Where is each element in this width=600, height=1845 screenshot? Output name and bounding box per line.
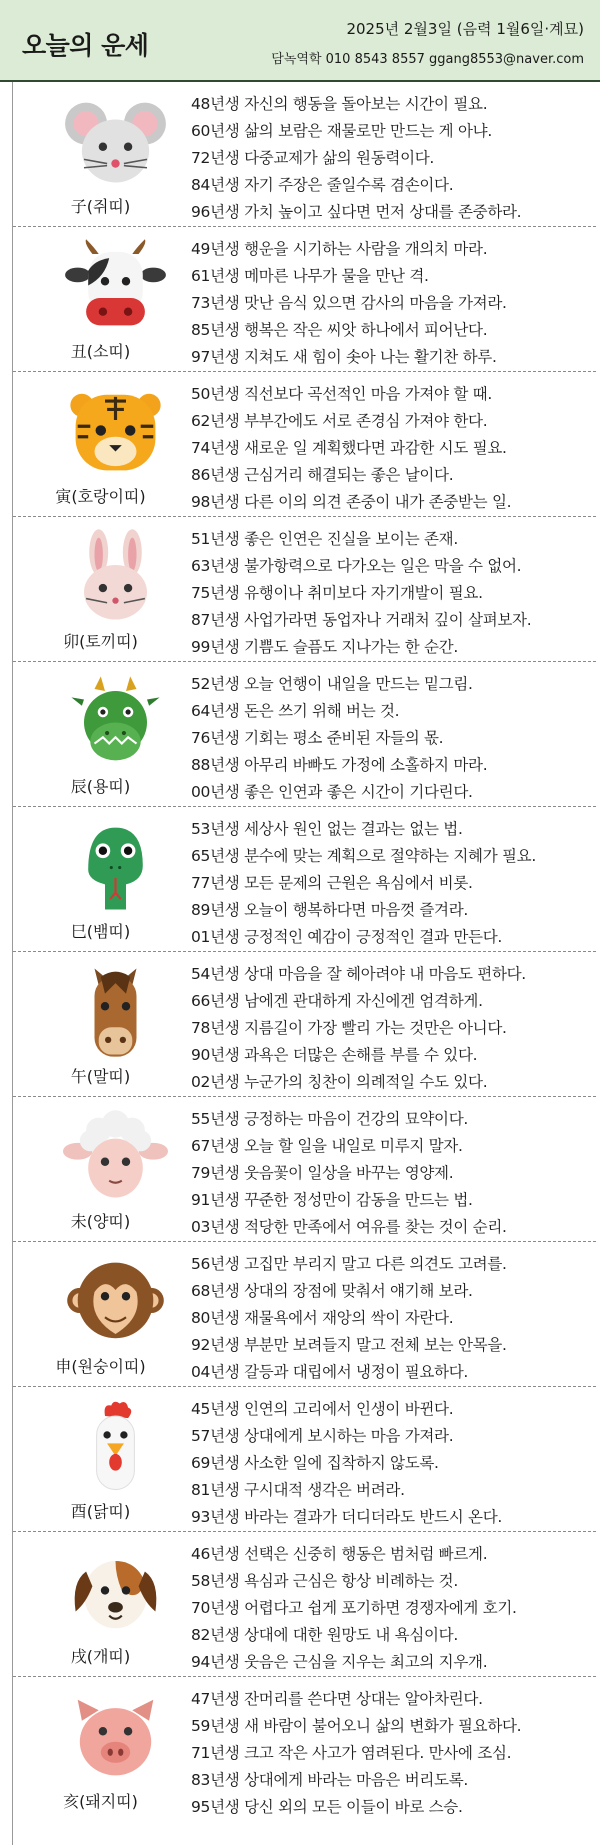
- fortune-line: 03년생 적당한 만족에서 여유를 찾는 것이 순리.: [191, 1218, 507, 1236]
- fortune-line: 51년생 좋은 인연은 진실을 보이는 존재.: [191, 530, 458, 548]
- fortune-line: 84년생 자기 주장은 줄일수록 겸손이다.: [191, 176, 454, 194]
- sheep-icon: [63, 1109, 168, 1204]
- zodiac-row-rooster: [13, 1387, 596, 1532]
- zodiac-label: 未(양띠): [70, 1212, 131, 1231]
- fortune-line: 74년생 새로운 일 계획했다면 과감한 시도 필요.: [191, 439, 507, 457]
- fortune-line: 49년생 행운을 시기하는 사람을 개의치 마라.: [191, 240, 488, 258]
- zodiac-row-dog: [13, 1532, 596, 1677]
- zodiac-label: 亥(돼지띠): [63, 1792, 138, 1811]
- fortune-line: 82년생 상대에 대한 원망도 내 욕심이다.: [191, 1626, 458, 1644]
- monkey-icon: [63, 1254, 168, 1349]
- fortune-line: 69년생 사소한 일에 집착하지 않도록.: [191, 1454, 439, 1472]
- fortune-line: 97년생 지쳐도 새 힘이 솟아 나는 활기찬 하루.: [191, 348, 497, 366]
- fortune-line: 45년생 인연의 고리에서 인생이 바뀐다.: [191, 1400, 454, 1418]
- fortune-line: 00년생 좋은 인연과 좋은 시간이 기다린다.: [191, 783, 473, 801]
- dog-icon: [63, 1544, 168, 1639]
- fortune-line: 58년생 욕심과 근심은 항상 비례하는 것.: [191, 1572, 458, 1590]
- fortune-line: 73년생 맛난 음식 있으면 감사의 마음을 가져라.: [191, 294, 507, 312]
- zodiac-label: 辰(용띠): [70, 777, 131, 796]
- fortune-line: 93년생 바라는 결과가 더디더라도 반드시 온다.: [191, 1508, 503, 1526]
- zodiac-row-monkey: [13, 1242, 596, 1387]
- fortune-line: 77년생 모든 문제의 근원은 욕심에서 비롯.: [191, 874, 473, 892]
- zodiac-label: 卯(토끼띠): [63, 632, 138, 651]
- zodiac-label: 丑(소띠): [70, 342, 131, 361]
- fortune-line: 04년생 갈등과 대립에서 냉정이 필요하다.: [191, 1363, 469, 1381]
- fortune-line: 96년생 가치 높이고 싶다면 먼저 상대를 존중하라.: [191, 203, 522, 221]
- pig-icon: [63, 1689, 168, 1784]
- fortune-line: 91년생 꾸준한 정성만이 감동을 만드는 법.: [191, 1191, 473, 1209]
- fortune-line: 53년생 세상사 원인 없는 결과는 없는 법.: [191, 820, 463, 838]
- zodiac-row-rat: [13, 82, 596, 227]
- zodiac-label: 酉(닭띠): [70, 1502, 131, 1521]
- ox-icon: [63, 239, 168, 334]
- fortune-line: 01년생 긍정적인 예감이 긍정적인 결과 만든다.: [191, 928, 503, 946]
- fortune-line: 75년생 유행이나 취미보다 자기개발이 필요.: [191, 584, 483, 602]
- fortune-line: 94년생 웃음은 근심을 지우는 최고의 지우개.: [191, 1653, 488, 1671]
- zodiac-row-sheep: [13, 1097, 596, 1242]
- fortune-line: 48년생 자신의 행동을 돌아보는 시간이 필요.: [191, 95, 488, 113]
- fortune-line: 56년생 고집만 부리지 말고 다른 의견도 고려를.: [191, 1255, 507, 1273]
- fortune-line: 64년생 돈은 쓰기 위해 버는 것.: [191, 702, 400, 720]
- fortune-line: 87년생 사업가라면 동업자나 거래처 깊이 살펴보자.: [191, 611, 532, 629]
- fortune-line: 72년생 다중교제가 삶의 원동력이다.: [191, 149, 435, 167]
- fortune-line: 88년생 아무리 바빠도 가정에 소홀하지 마라.: [191, 756, 488, 774]
- zodiac-row-dragon: [13, 662, 596, 807]
- fortune-line: 89년생 오늘이 행복하다면 마음껏 즐겨라.: [191, 901, 469, 919]
- zodiac-row-rabbit: [13, 517, 596, 662]
- fortune-line: 78년생 지름길이 가장 빨리 가는 것만은 아니다.: [191, 1019, 507, 1037]
- date-line: 2025년 2월3일 (음력 1월6일·계묘): [346, 20, 584, 38]
- zodiac-label: 寅(호랑이띠): [55, 487, 146, 506]
- fortune-line: 80년생 재물욕에서 재앙의 싹이 자란다.: [191, 1309, 454, 1327]
- header: [0, 0, 600, 82]
- zodiac-label: 子(쥐띠): [70, 197, 131, 216]
- zodiac-label: 戌(개띠): [70, 1647, 131, 1666]
- fortune-line: 54년생 상대 마음을 잘 헤아려야 내 마음도 편하다.: [191, 965, 526, 983]
- fortune-line: 79년생 웃음꽃이 일상을 바꾸는 영양제.: [191, 1164, 454, 1182]
- tiger-icon: [63, 384, 168, 479]
- contact-line: 담녹역학 010 8543 8557 ggang8553@naver.com: [271, 52, 584, 67]
- zodiac-label: 巳(뱀띠): [70, 922, 131, 941]
- fortune-line: 85년생 행복은 작은 씨앗 하나에서 피어난다.: [191, 321, 488, 339]
- fortune-line: 62년생 부부간에도 서로 존경심 가져야 한다.: [191, 412, 488, 430]
- fortune-line: 83년생 상대에게 바라는 마음은 버리도록.: [191, 1771, 469, 1789]
- fortune-line: 47년생 잔머리를 쓴다면 상대는 알아차린다.: [191, 1690, 483, 1708]
- fortune-line: 90년생 과욕은 더많은 손해를 부를 수 있다.: [191, 1046, 478, 1064]
- dragon-icon: [63, 674, 168, 769]
- fortune-line: 52년생 오늘 언행이 내일을 만드는 밑그림.: [191, 675, 473, 693]
- fortune-line: 57년생 상대에게 보시하는 마음 가져라.: [191, 1427, 454, 1445]
- fortune-line: 50년생 직선보다 곡선적인 마음 가져야 할 때.: [191, 385, 492, 403]
- fortune-line: 68년생 상대의 장점에 맞춰서 얘기해 보라.: [191, 1282, 473, 1300]
- zodiac-label: 午(말띠): [70, 1067, 131, 1086]
- zodiac-row-ox: [13, 227, 596, 372]
- fortune-line: 63년생 불가항력으로 다가오는 일은 막을 수 없어.: [191, 557, 522, 575]
- fortune-line: 02년생 누군가의 칭찬이 의례적일 수도 있다.: [191, 1073, 488, 1091]
- fortune-line: 92년생 부분만 보려들지 말고 전체 보는 안목을.: [191, 1336, 507, 1354]
- fortune-line: 61년생 메마른 나무가 물을 만난 격.: [191, 267, 429, 285]
- zodiac-row-pig: [13, 1677, 596, 1822]
- zodiac-row-horse: [13, 952, 596, 1097]
- fortune-line: 86년생 근심거리 해결되는 좋은 날이다.: [191, 466, 454, 484]
- fortune-line: 71년생 크고 작은 사고가 염려된다. 만사에 조심.: [191, 1744, 512, 1762]
- rooster-icon: [63, 1399, 168, 1494]
- zodiac-row-tiger: [13, 372, 596, 517]
- horse-icon: [63, 964, 168, 1059]
- fortune-line: 67년생 오늘 할 일을 내일로 미루지 말자.: [191, 1137, 463, 1155]
- fortune-line: 76년생 기회는 평소 준비된 자들의 몫.: [191, 729, 444, 747]
- fortune-line: 70년생 어렵다고 쉽게 포기하면 경쟁자에게 호기.: [191, 1599, 517, 1617]
- fortune-line: 95년생 당신 외의 모든 이들이 바로 스승.: [191, 1798, 463, 1816]
- fortune-line: 60년생 삶의 보람은 재물로만 만드는 게 아냐.: [191, 122, 492, 140]
- fortune-line: 55년생 긍정하는 마음이 건강의 묘약이다.: [191, 1110, 469, 1128]
- fortune-line: 66년생 남에겐 관대하게 자신에겐 엄격하게.: [191, 992, 483, 1010]
- fortune-line: 65년생 분수에 맞는 계획으로 절약하는 지혜가 필요.: [191, 847, 536, 865]
- page-title: 오늘의 운세: [22, 31, 149, 60]
- fortune-line: 99년생 기쁨도 슬픔도 지나가는 한 순간.: [191, 638, 458, 656]
- rabbit-icon: [63, 529, 168, 624]
- rat-icon: [63, 94, 168, 189]
- fortune-line: 81년생 구시대적 생각은 버려라.: [191, 1481, 405, 1499]
- zodiac-row-snake: [13, 807, 596, 952]
- fortune-line: 59년생 새 바람이 불어오니 삶의 변화가 필요하다.: [191, 1717, 522, 1735]
- zodiac-label: 申(원숭이띠): [55, 1357, 146, 1376]
- fortune-line: 98년생 다른 이의 의견 존중이 내가 존중받는 일.: [191, 493, 512, 511]
- snake-icon: [63, 819, 168, 914]
- fortune-line: 46년생 선택은 신중히 행동은 범처럼 빠르게.: [191, 1545, 488, 1563]
